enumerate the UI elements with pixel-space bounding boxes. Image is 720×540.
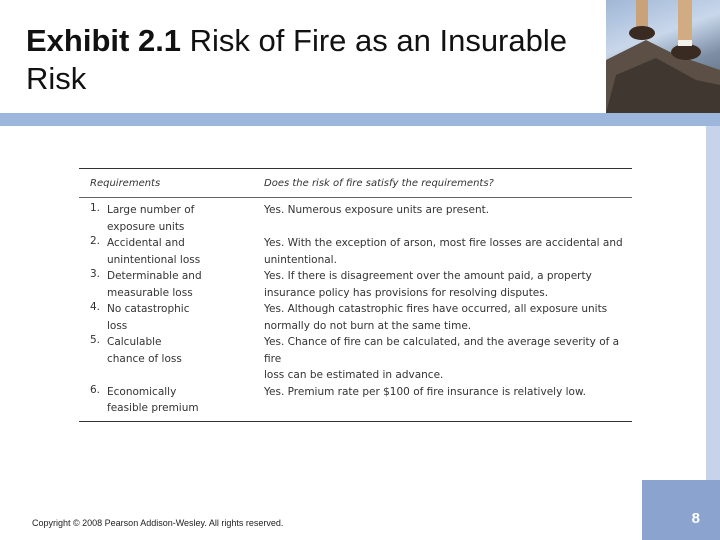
answer-line: normally do not burn at the same time. (264, 319, 472, 332)
answer-cell (264, 268, 632, 301)
header-question: Does the risk of fire satisfy the requirements? (264, 177, 494, 189)
answer-line: insurance policy has provisions for resolving disputes. (264, 286, 549, 299)
table-header (79, 169, 632, 198)
copyright-text: Copyright © 2008 Pearson Addison-Wesley. All rights reserved. (32, 518, 284, 528)
requirement-text (107, 202, 264, 235)
page-number: 8 (691, 510, 700, 527)
page-number-box (642, 480, 720, 540)
requirement-text (107, 334, 264, 384)
answer-line: Yes. Premium rate per $100 of fire insurance is relatively low. (264, 385, 586, 398)
table-row (79, 334, 632, 384)
climber-image (606, 0, 720, 113)
requirement-cell (79, 202, 264, 235)
answer-cell (264, 301, 632, 334)
answer-cell (264, 235, 632, 268)
requirement-number: 4. (90, 301, 101, 313)
table-row (79, 268, 632, 301)
title-bold: Exhibit 2.1 (26, 23, 182, 58)
requirement-number: 3. (90, 268, 101, 280)
header-band (0, 113, 720, 126)
requirement-line: chance of loss (107, 352, 182, 365)
title-rest: Risk of Fire as an Insurable Risk (26, 23, 567, 96)
answer-cell (264, 384, 632, 417)
requirement-cell (79, 268, 264, 301)
exhibit-table (79, 168, 632, 422)
table-body (79, 198, 632, 421)
requirement-line: No catastrophic (107, 303, 190, 315)
answer-line: unintentional. (264, 253, 337, 266)
requirement-line: Large number of (107, 204, 195, 216)
table-row (79, 384, 632, 417)
requirement-cell (79, 334, 264, 384)
answer-line: Yes. Although catastrophic fires have occurred, all exposure units (264, 303, 608, 315)
requirement-line: loss (107, 319, 128, 332)
table-row (79, 202, 632, 235)
requirement-line: Accidental and (107, 237, 185, 249)
answer-line: Yes. If there is disagreement over the amount paid, a property (264, 270, 592, 282)
requirement-line: unintentional loss (107, 253, 201, 266)
slide-title (26, 22, 586, 98)
answer-cell (264, 202, 632, 235)
requirement-number: 2. (90, 235, 101, 247)
table-row (79, 235, 632, 268)
requirement-cell (79, 384, 264, 417)
answer-line: loss can be estimated in advance. (264, 369, 444, 381)
requirement-line: measurable loss (107, 286, 193, 299)
requirement-cell (79, 235, 264, 268)
requirement-line: Economically (107, 385, 177, 398)
requirement-cell (79, 301, 264, 334)
requirement-text (107, 301, 264, 334)
answer-line: Yes. Numerous exposure units are present. (264, 204, 490, 216)
requirement-number: 1. (90, 202, 101, 214)
header-requirements: Requirements (90, 177, 161, 189)
requirement-line: Calculable (107, 336, 162, 348)
requirement-number: 5. (90, 334, 101, 346)
requirement-line: feasible premium (107, 402, 199, 414)
requirement-number: 6. (90, 383, 101, 396)
right-strip (706, 126, 720, 480)
answer-line: Yes. With the exception of arson, most fire losses are accidental and (264, 237, 623, 249)
requirement-line: Determinable and (107, 270, 202, 282)
requirement-line: exposure units (107, 220, 185, 233)
answer-cell (264, 334, 632, 384)
requirement-text (107, 235, 264, 268)
answer-line: Yes. Chance of fire can be calculated, and the average severity of a fire (264, 336, 620, 365)
requirement-text (107, 268, 264, 301)
table-row (79, 301, 632, 334)
hero-photo (606, 0, 720, 113)
requirement-text (107, 384, 264, 417)
